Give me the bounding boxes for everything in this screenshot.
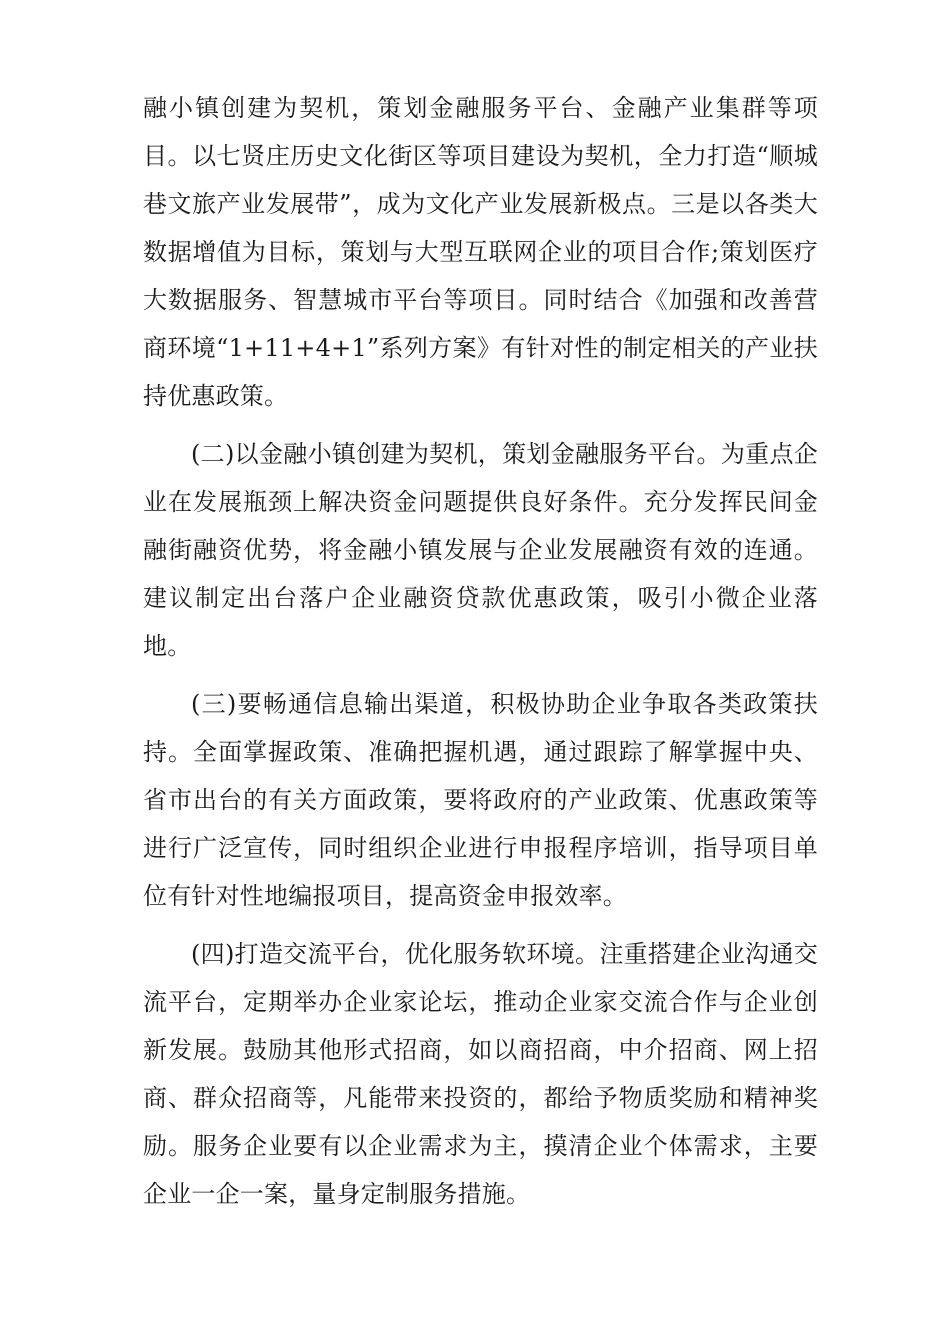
paragraph-section-4: (四)打造交流平台，优化服务软环境。注重搭建企业沟通交流平台，定期举办企业家论坛，推动企业家交流合作与企业创新发展。鼓励其他形式招商，如以商招商，中介招商、网上招商、群众招商等，凡能带来投资的，都给予物质奖励和精神奖励。服务企业要有以企业需求为主，摸清企业个体需求，主要企业一企一案，量身定制服务措施。: [143, 940, 818, 1208]
paragraph-section-2: (二)以金融小镇创建为契机，策划金融服务平台。为重点企业在发展瓶颈上解决资金问题提供良好条件。充分发挥民间金融街融资优势，将金融小镇发展与企业发展融资有效的连通。建议制定出台落户企业融资贷款优惠政策，吸引小微企业落地。: [143, 440, 818, 660]
paragraph-section-3: (三)要畅通信息输出渠道，积极协助企业争取各类政策扶持。全面掌握政策、准确把握机遇，通过跟踪了解掌握中央、省市出台的有关方面政策，要将政府的产业政策、优惠政策等进行广泛宣传，同时组织企业进行申报程序培训，指导项目单位有针对性地编报项目，提高资金申报效率。: [143, 690, 818, 910]
paragraph-continuation: 融小镇创建为契机，策划金融服务平台、金融产业集群等项目。以七贤庄历史文化街区等项目建设为契机，全力打造“顺城巷文旅产业发展带”，成为文化产业发展新极点。三是以各类大数据增值为目标，策划与大型互联网企业的项目合作;策划医疗大数据服务、智慧城市平台等项目。同时结合《加强和改善营商环境“1+11+4+1”系列方案》有针对性的制定相关的产业扶持优惠政策。: [143, 94, 818, 410]
document-body: [143, 84, 818, 1228]
